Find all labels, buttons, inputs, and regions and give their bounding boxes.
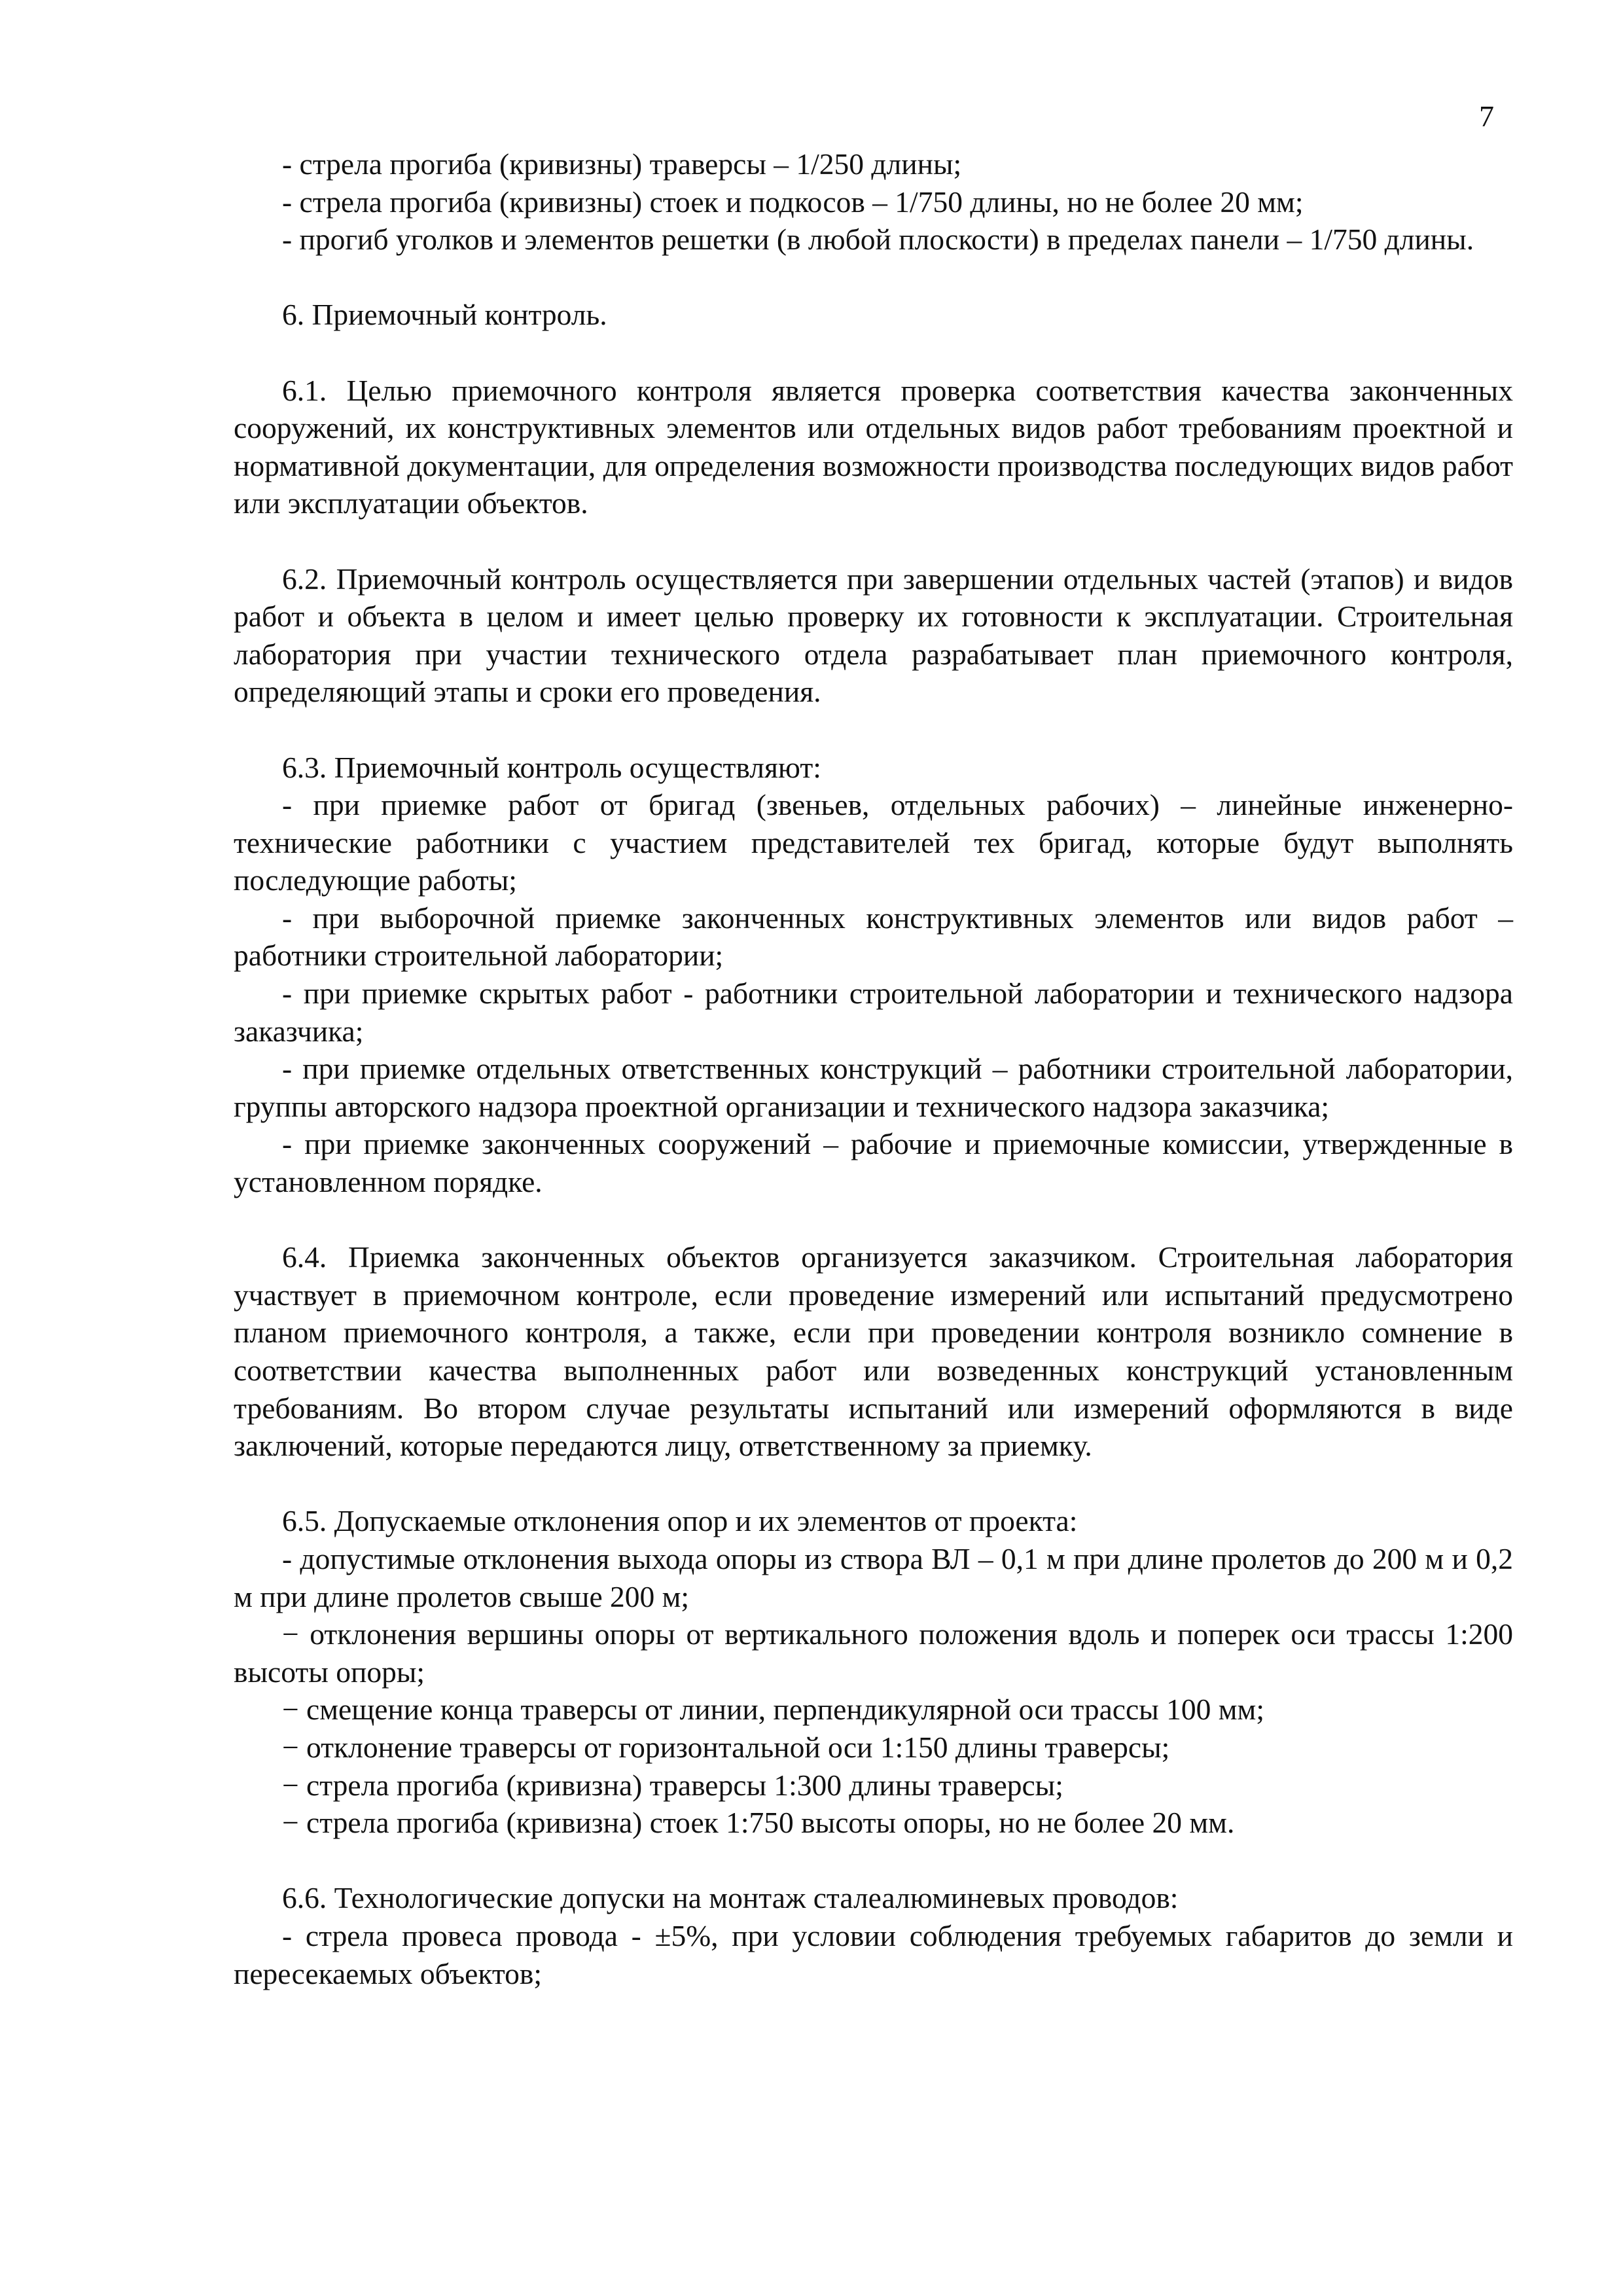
paragraph-6-5-intro: 6.5. Допускаемые отклонения опор и их элементов от проекта: [282, 1504, 1078, 1538]
list-item: − отклонения вершины опоры от вертикального положения вдоль и поперек оси трассы 1:200 высоты опоры; [234, 1617, 1513, 1689]
paragraph-6-6-intro: 6.6. Технологические допуски на монтаж сталеалюминевых проводов: [282, 1881, 1179, 1915]
list-item: - стрела прогиба (кривизны) траверсы – 1/250 длины; [282, 147, 962, 181]
document-body [234, 145, 1513, 1992]
list-item: - при приемке законченных сооружений – рабочие и приемочные комиссии, утвержденные в установленном порядке. [234, 1127, 1513, 1199]
list-item: − стрела прогиба (кривизна) траверсы 1:300 длины траверсы; [282, 1768, 1063, 1802]
list-item: - стрела прогиба (кривизны) стоек и подкосов – 1/750 длины, но не более 20 мм; [282, 185, 1304, 219]
list-item: - при приемке скрытых работ - работники строительной лаборатории и технического надзора заказчика; [234, 977, 1513, 1048]
paragraph-6-2: 6.2. Приемочный контроль осуществляется при завершении отдельных частей (этапов) и видов работ и объекта в целом и имеет целью проверку их готовности к эксплуатации. Строительная лаборатория при участии технического отдела разрабатывает план приемочного контроля, определяющий этапы и сроки его проведения. [234, 562, 1513, 709]
list-item: - при выборочной приемке законченных конструктивных элементов или видов работ – работники строительной лаборатории; [234, 901, 1513, 973]
paragraph-6-3-intro: 6.3. Приемочный контроль осуществляют: [282, 750, 821, 784]
list-item: - прогиб уголков и элементов решетки (в любой плоскости) в пределах панели – 1/750 длины. [282, 223, 1474, 257]
list-item: − смещение конца траверсы от линии, перпендикулярной оси трассы 100 мм; [282, 1693, 1264, 1727]
list-item: - при приемке работ от бригад (звеньев, отдельных рабочих) – линейные инженерно-технические работники с участием представителей тех бригад, которые будут выполнять последующие работы; [234, 788, 1513, 897]
list-item: - при приемке отдельных ответственных конструкций – работники строительной лаборатории, группы авторского надзора проектной организации и технического надзора заказчика; [234, 1052, 1513, 1123]
list-item: − стрела прогиба (кривизна) стоек 1:750 высоты опоры, но не более 20 мм. [282, 1806, 1235, 1840]
list-item: − отклонение траверсы от горизонтальной оси 1:150 длины траверсы; [282, 1730, 1170, 1764]
list-item: - стрела провеса провода - ±5%, при условии соблюдения требуемых габаритов до земли и пересекаемых объектов; [234, 1918, 1513, 1990]
paragraph-6-1: 6.1. Целью приемочного контроля является проверка соответствия качества законченных сооружений, их конструктивных элементов или отдельных видов работ требованиям проектной и нормативной документации, для определения возможности производства последующих видов работ или эксплуатации объектов. [234, 373, 1513, 520]
paragraph-6-4: 6.4. Приемка законченных объектов организуется заказчиком. Строительная лаборатория участвует в приемочном контроле, если проведение измерений или испытаний предусмотрено планом приемочного контроля, а также, если при проведении контроля возникло сомнение в соответствии качества выполненных работ или возведенных конструкций установленным требованиям. Во втором случае результаты испытаний или измерений оформляются в виде заключений, которые передаются лицу, ответственному за приемку. [234, 1240, 1513, 1463]
section-heading: 6. Приемочный контроль. [282, 298, 607, 332]
page-number: 7 [1479, 99, 1494, 133]
list-item: - допустимые отклонения выхода опоры из створа ВЛ – 0,1 м при длине пролетов до 200 м и 0,2 м при длине пролетов свыше 200 м; [234, 1541, 1513, 1613]
